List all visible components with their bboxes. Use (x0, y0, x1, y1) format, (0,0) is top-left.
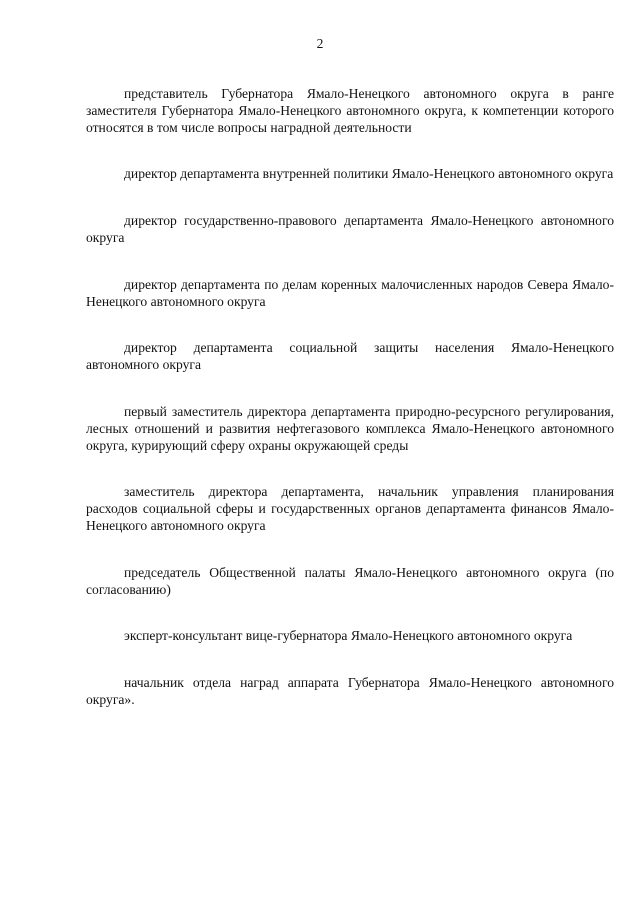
list-item: директор департамента социальной защиты населения Ямало-Ненецкого автономного округа (86, 340, 614, 373)
list-item: первый заместитель директора департамента природно-ресурсного регулирования, лесных отношений и развития нефтегазового комплекса Ямало-Ненецкого автономного округа, курирующий сферу охраны окружающей среды (86, 403, 614, 453)
list-item: директор государственно-правового департамента Ямало-Ненецкого автономного округа (86, 213, 614, 245)
list-item: начальник отдела наград аппарата Губернатора Ямало-Ненецкого автономного округа». (86, 675, 614, 707)
list-item: директор департамента по делам коренных малочисленных народов Севера Ямало-Ненецкого автономного округа (86, 276, 614, 309)
list-item: заместитель директора департамента, начальник управления планирования расходов социальной сферы и государственных органов департамента финансов Ямало-Ненецкого автономного округа (86, 484, 614, 533)
list-item: представитель Губернатора Ямало-Ненецкого автономного округа в ранге заместителя Губернатора Ямало-Ненецкого автономного округа, к компетенции которого относятся в том числе вопросы наградной деятельности (86, 86, 614, 135)
commission-member-list (86, 86, 614, 709)
list-item: эксперт-консультант вице-губернатора Ямало-Ненецкого автономного округа (124, 628, 573, 644)
page-number: 2 (316, 36, 324, 51)
list-item: директор департамента внутренней политики Ямало-Ненецкого автономного округа (124, 166, 614, 182)
list-item: председатель Общественной палаты Ямало-Ненецкого автономного округа (по согласованию) (86, 564, 614, 597)
